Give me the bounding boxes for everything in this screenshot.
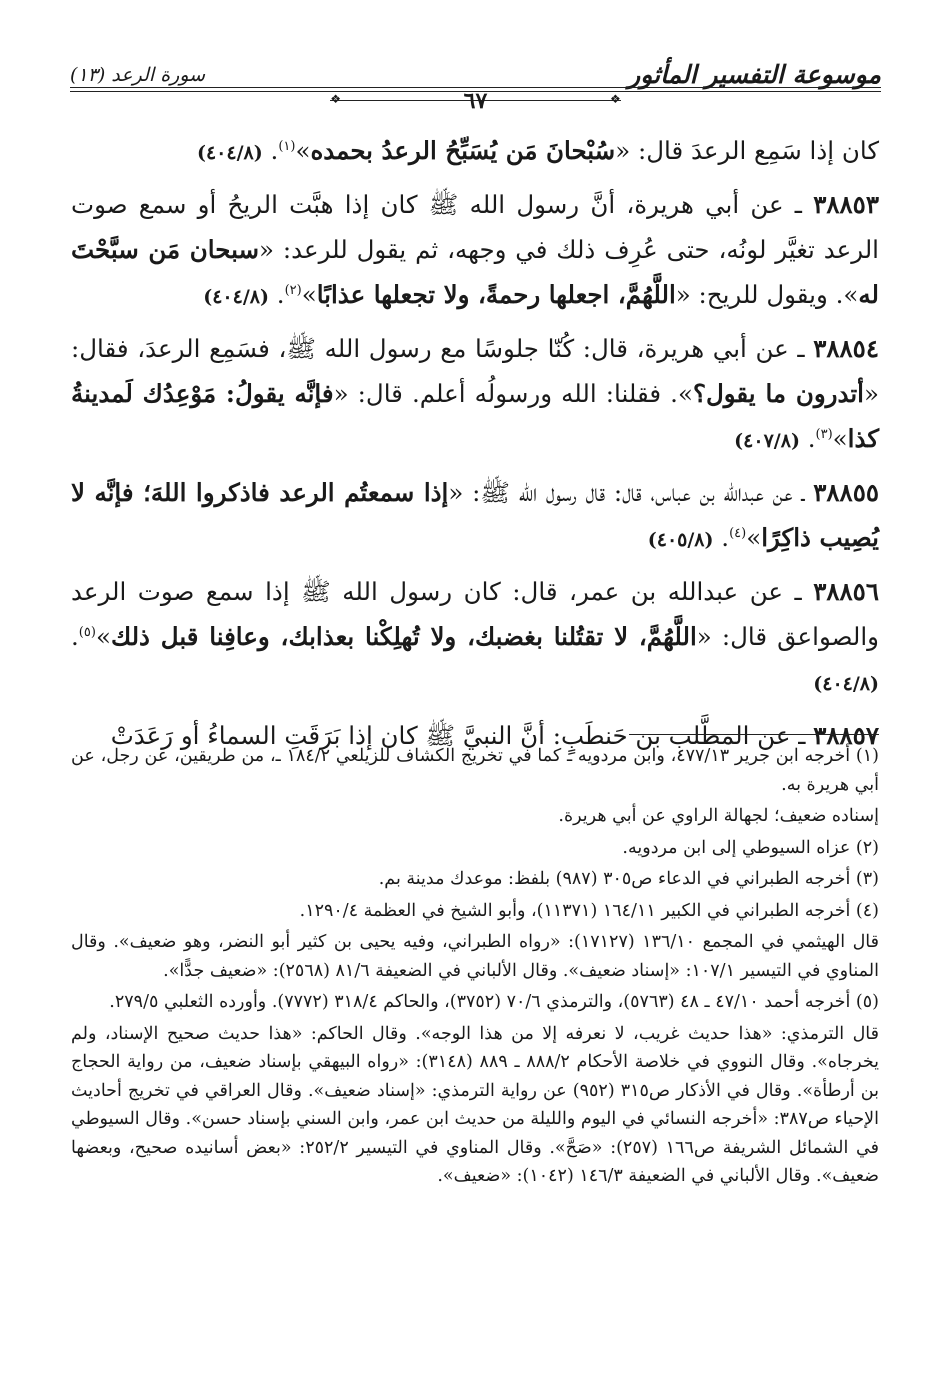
volume-reference: (٤٠٤/٨): [196, 142, 263, 164]
bold-text: اللَّهُمَّ، لا تقتُلنا بغضبك، ولا تُهلِكْنا بعذابك، وعافِنا قبل ذلك: [110, 622, 697, 651]
paragraph-text: .: [71, 622, 79, 651]
bold-text: سبحان مَن سبَّحْتَ له: [71, 235, 879, 309]
footnote-marker: (٥): [78, 625, 96, 640]
hadith-paragraph: [71, 128, 879, 176]
paragraph-text: »: [95, 622, 111, 651]
paragraph-text: ـ عن أبي هريرة، أنَّ رسول الله ﷺ كان إذا هبَّت الريحُ أو سمع صوت الرعد تغيَّر لونُه، حتى عُرِف ذلك في وجهه، ثم يقول للرعد: «: [71, 190, 879, 264]
paragraph-text: »: [301, 280, 317, 309]
paragraph-text: ـ عن عبدالله بن عمر، قال: كان رسول الله ﷺ إذا سمع صوت الرعد والصواعق قال: «: [71, 577, 879, 651]
paragraph-text: .: [268, 280, 285, 309]
paragraph-text: ». ويقول للريح: «: [675, 280, 859, 309]
hadith-paragraph: [71, 326, 879, 464]
hadith-paragraph: [71, 470, 879, 563]
paragraph-text: »: [295, 136, 311, 165]
footnote: (١) أخرجه ابن جرير ٤٧٧/١٣، وابن مردويه ـ كما في تخريج الكشاف للزيلعي ١٨٤/٢ ـ، من طريقين، عن رجل، عن أبي هريرة به.: [71, 746, 879, 795]
footnote: قال الترمذي: «هذا حديث غريب، لا نعرفه إلا من هذا الوجه». وقال الحاكم: «هذا حديث صحيح الإسناد، ولم يخرجاه». وقال النووي في خلاصة الأحكام ٨٨٨/٢ ـ ٨٨٩ (٣١٤٨): «رواه البيهقي بإسناد ضعيف، من رواية الحجاج بن أرطأة». وقال في الأذكار ص٣١٥ (٩٥٢) عن رواية الترمذي: «إسناد ضعيف». وقال العراقي في تخريج أحاديث الإحياء ص٣٨٧: «أخرجه النسائي في اليوم والليلة من حديث ابن عمر، وابن السني بإسناد حسن». وقال السيوطي في الشمائل الشريفة ص١٦٦ (٢٥٧): «صَحَّ». وقال المناوي في التيسير ٢٥٢/٢: «بعض أسانيده صحيح، وبعضها ضعيف». وقال الألباني في الضعيفة ١٤٦/٣ (١٠٤٢): «ضعيف».: [71, 1023, 880, 1186]
bold-text: ٣٨٨٥٦: [813, 577, 879, 606]
page-number: ٦٧: [463, 88, 488, 114]
footnote-marker: (١): [278, 139, 296, 154]
volume-reference: (٤٠٤/٨): [813, 673, 879, 695]
bold-text: ٣٨٨٥٣: [813, 190, 879, 219]
bold-text: ٣٨٨٥٥: [813, 478, 880, 507]
paragraph-text: كان إذا سَمِع الرعدَ قال: «: [615, 136, 879, 165]
book-title: موسوعة التفسير المأثور: [628, 60, 881, 89]
footnote: (٥) أخرجه أحمد ٤٧/١٠ ـ ٤٨ (٥٧٦٣)، والترمذي ٧٠/٦ (٣٧٥٢)، والحاكم ٣١٨/٤ (٧٧٧٢). وأورده الثعلبي ٢٧٩/٥.: [109, 992, 879, 1012]
footnote: (٢) عزاه السيوطي إلى ابن مردويه.: [622, 837, 879, 858]
footnote: (٤) أخرجه الطبراني في الكبير ١٦٤/١١ (١١٣٧١)، وأبو الشيخ في العظمة ١٢٩٠/٤.: [299, 900, 879, 921]
paragraph-text: ـ عن عبدالله بن عباس، قال: قال رسول الله ﷺ: «: [448, 478, 814, 507]
footnote-marker: (٣): [815, 427, 833, 442]
surah-title: سورة الرعد (١٣): [70, 64, 206, 86]
bold-text: سُبْحانَ مَن يُسَبِّحُ الرعدُ بحمده: [310, 136, 616, 165]
bold-text: إذا سمعتُم الرعد فاذكروا اللهَ؛ فإنَّه لا يُصِيب ذاكِرًا: [71, 478, 879, 552]
footnote-marker: (٤): [729, 526, 747, 541]
paragraph-text: ». فقلنا: الله ورسولُه أعلم. قال: «: [333, 379, 693, 408]
bold-text: فإنَّه يقولُ: مَوْعِدُك لَمدينةُ كذا: [71, 379, 879, 453]
footnote: (٣) أخرجه الطبراني في الدعاء ص٣٠٥ (٩٨٧) بلفظ: موعدك مدينة بم.: [378, 869, 879, 889]
bold-text: ٣٨٨٥٧: [813, 721, 879, 750]
footnote: إسناده ضعيف؛ لجهالة الراوي عن أبي هريرة.: [558, 806, 879, 826]
ornament-icon: ❖: [610, 92, 621, 106]
volume-reference: (٤٠٤/٨): [203, 286, 269, 308]
footnotes: [71, 742, 879, 1194]
footnote-marker: (٢): [284, 283, 302, 298]
footnote-separator: [629, 734, 879, 735]
paragraph-text: .: [713, 523, 730, 552]
bold-text: اللَّهُمَّ، اجعلها رحمةً، ولا تجعلها عذابًا: [316, 280, 676, 309]
paragraph-text: »: [746, 523, 762, 552]
hadith-paragraph: [71, 569, 879, 707]
paragraph-text: ـ عن المطَّلب بن حَنطَبٍ: أنَّ النبيَّ ﷺ كان إذا بَرَقَتِ السماءُ أو رَعَدَتْ: [110, 721, 814, 750]
paragraph-text: »: [832, 424, 848, 453]
main-text: [71, 128, 879, 764]
volume-reference: (٤٠٥/٨): [647, 529, 714, 551]
paragraph-text: ـ عن أبي هريرة، قال: كُنّا جلوسًا مع رسول الله ﷺ، فسَمِع الرعدَ، فقال: «: [71, 334, 879, 408]
bold-text: ٣٨٨٥٤: [813, 334, 879, 363]
paragraph-text: .: [262, 136, 279, 165]
bold-text: أتدرون ما يقول؟: [692, 379, 864, 408]
page-header: [70, 58, 881, 118]
paragraph-text: .: [799, 424, 816, 453]
ornament-icon: ❖: [330, 92, 341, 106]
hadith-paragraph: [71, 182, 879, 320]
footnote: قال الهيثمي في المجمع ١٣٦/١٠ (١٧١٢٧): «رواه الطبراني، وفيه يحيى بن كثير أبو النضر، وهو ضعيف». وقال المناوي في التيسير ١٠٧/١: «إسناد ضعيف». وقال الألباني في الضعيفة ٨١/٦ (٢٥٦٨): «ضعيف جدًّا».: [71, 932, 879, 981]
volume-reference: (٤٠٧/٨): [734, 430, 800, 452]
